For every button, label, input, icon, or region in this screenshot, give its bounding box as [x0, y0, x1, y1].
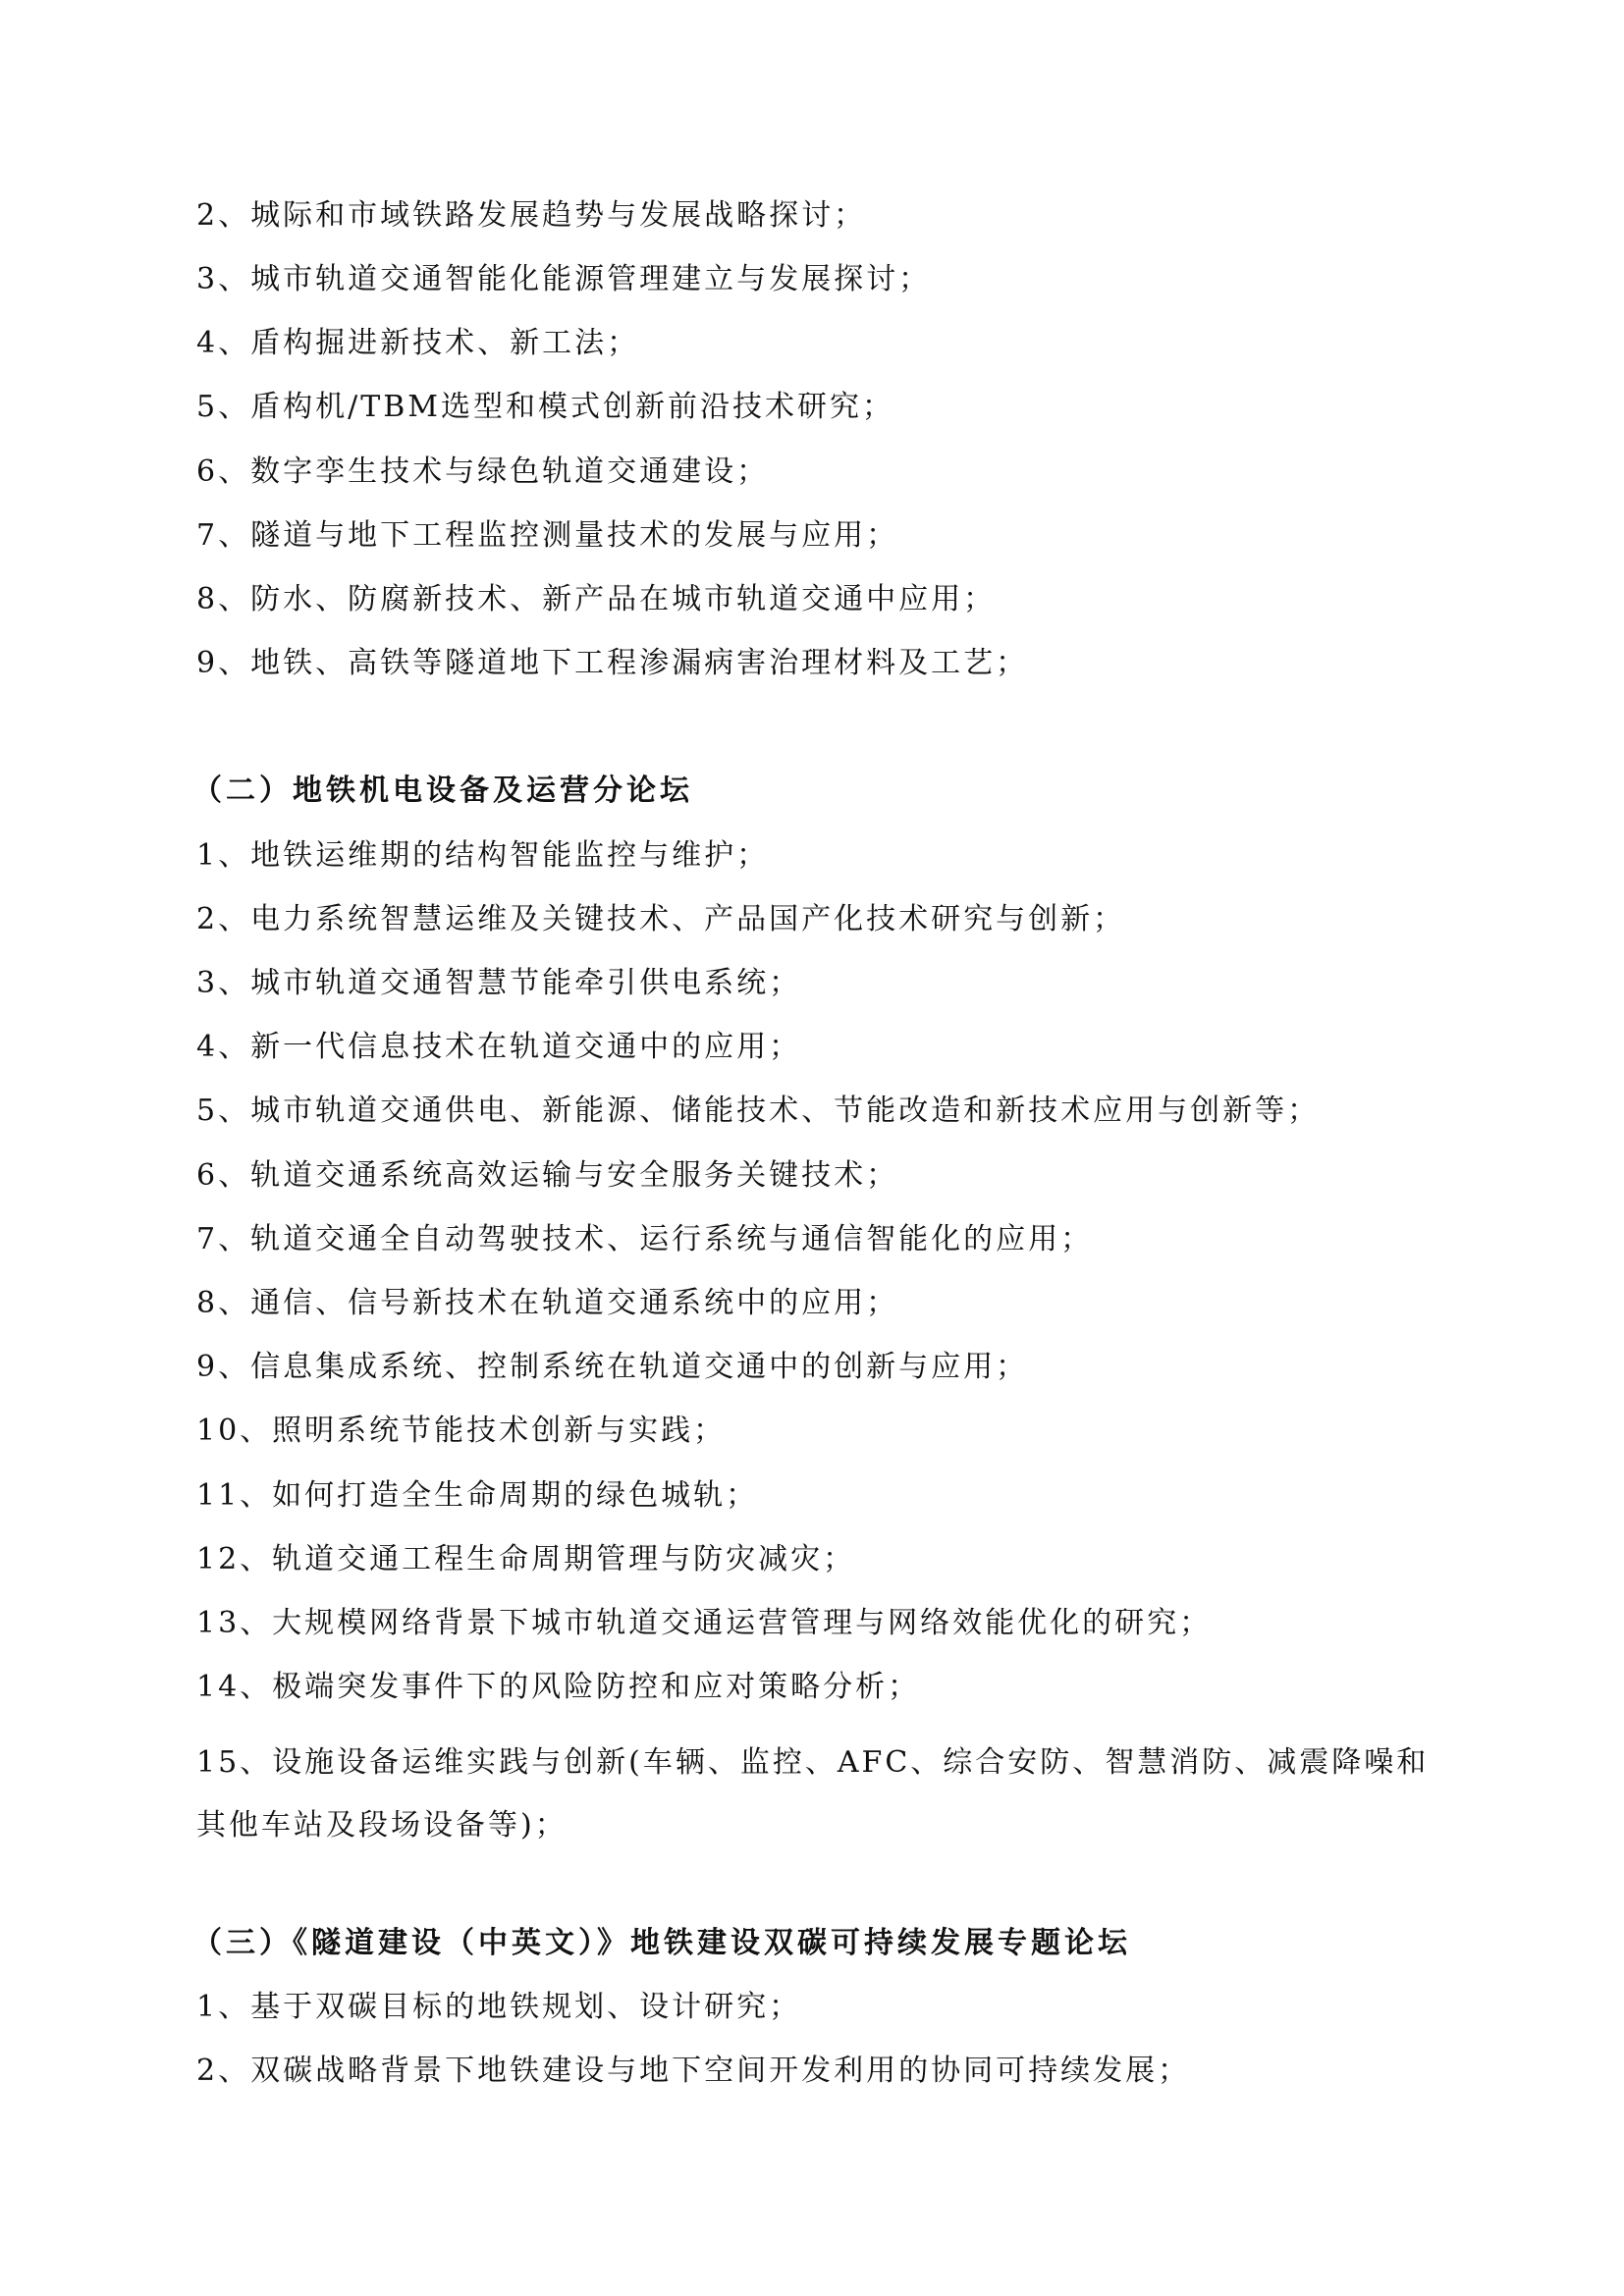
list-item: 3、城市轨道交通智能化能源管理建立与发展探讨； [196, 262, 932, 296]
list-item: 4、盾构掘进新技术、新工法； [196, 326, 640, 360]
section-heading: （三）《隧道建设（中英文）》地铁建设双碳可持续发展专题论坛 [192, 1926, 1131, 1960]
list-item: 3、城市轨道交通智慧节能牵引供电系统； [196, 966, 802, 1000]
list-item: 12、轨道交通工程生命周期管理与防灾减灾； [196, 1542, 856, 1576]
list-item: 5、城市轨道交通供电、新能源、储能技术、节能改造和新技术应用与创新等； [196, 1094, 1321, 1128]
list-item: 11、如何打造全生命周期的绿色城轨； [196, 1478, 759, 1513]
list-item: 7、轨道交通全自动驾驶技术、运行系统与通信智能化的应用； [196, 1222, 1094, 1256]
list-item: 9、地铁、高铁等隧道地下工程渗漏病害治理材料及工艺； [196, 646, 1029, 680]
list-item: 15、设施设备运维实践与创新(车辆、监控、AFC、综合安防、智慧消防、减震降噪和其他车站及段场设备等)； [196, 1745, 1430, 1842]
list-item: 2、电力系统智慧运维及关键技术、产品国产化技术研究与创新； [196, 902, 1126, 936]
list-item: 13、大规模网络背景下城市轨道交通运营管理与网络效能优化的研究； [196, 1606, 1213, 1640]
list-item: 2、城际和市域铁路发展趋势与发展战略探讨； [196, 198, 867, 233]
list-item: 5、盾构机/TBM选型和模式创新前沿技术研究； [196, 390, 894, 424]
list-item: 2、双碳战略背景下地铁建设与地下空间开发利用的协同可持续发展； [196, 2054, 1191, 2088]
list-item: 14、极端突发事件下的风险防控和应对策略分析； [196, 1670, 921, 1704]
list-item: 8、通信、信号新技术在轨道交通系统中的应用； [196, 1286, 899, 1320]
list-item: 1、地铁运维期的结构智能监控与维护； [196, 838, 770, 873]
list-item: 8、防水、防腐新技术、新产品在城市轨道交通中应用； [196, 582, 997, 616]
section-heading: （二）地铁机电设备及运营分论坛 [192, 774, 693, 808]
list-item: 9、信息集成系统、控制系统在轨道交通中的创新与应用； [196, 1350, 1029, 1384]
list-item: 10、照明系统节能技术创新与实践； [196, 1414, 727, 1448]
list-item: 6、数字孪生技术与绿色轨道交通建设； [196, 454, 770, 489]
list-item: 4、新一代信息技术在轨道交通中的应用； [196, 1030, 802, 1064]
list-item: 1、基于双碳目标的地铁规划、设计研究； [196, 1990, 802, 2024]
list-item: 7、隧道与地下工程监控测量技术的发展与应用； [196, 518, 899, 553]
list-item: 6、轨道交通系统高效运输与安全服务关键技术； [196, 1158, 899, 1193]
